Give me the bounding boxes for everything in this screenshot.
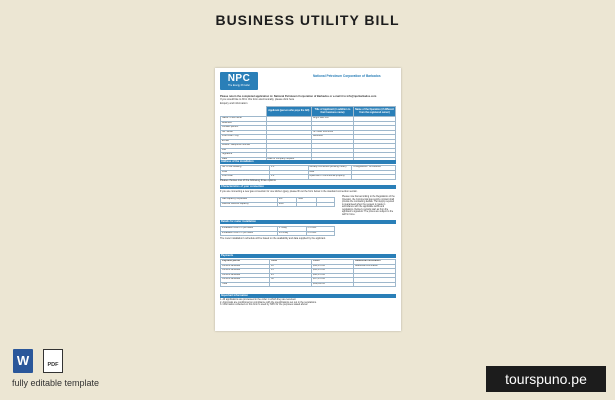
blank-header: [221, 107, 267, 117]
payments-table: [220, 259, 396, 287]
payments-row-cell: Total: [221, 282, 270, 287]
npc-logo: [220, 72, 258, 90]
meter-row-cell: ≥ 2 kWh: [306, 231, 335, 236]
installation-row-cell: No. of the building: [221, 166, 270, 171]
applicant-row-cell: E-mail: [221, 139, 267, 144]
payments-row-cell: 25: [270, 273, 312, 278]
applicant-table: [220, 106, 396, 162]
connection-bar: Characteristics of your connection: [220, 185, 396, 189]
meter-row: [221, 231, 335, 236]
payments-row: [221, 282, 396, 287]
connection-row-cell: Desired network capacity: [221, 202, 278, 207]
tick-note: Please choose one of the following three options: [220, 179, 276, 182]
connection-row-cell: Gas: [297, 198, 316, 203]
important-line: 2. Approvals are conditional on compliance with the specifications set out in the regulations.: [220, 300, 317, 304]
payments-row-cell: $16,470.00: [312, 273, 354, 278]
applicant-header: Title of Applicant (in addition to their business name): [312, 107, 354, 117]
installation-table: [220, 165, 396, 180]
applicant-row-cell: Post code / City: [221, 135, 267, 140]
applicant-row-cell: No. Street: [221, 130, 267, 135]
applicant-row-cell: Contact person: [221, 126, 267, 131]
important-lines: [220, 299, 396, 307]
connection-table: [220, 197, 335, 207]
page-title: BUSINESS UTILITY BILL: [215, 12, 400, 28]
applicant-row-cell: Name / First name: [221, 117, 267, 122]
connection-note: Please note that according to the Regulations of the Operator, the Commercial gas supply contract shall provide the contracting details. The supply required is guaranteed when the request is made in accordance with the applicable tariffs and regulations. Delivery periods start as from the applicant’s signature. The prices are subject to the tariff in force.: [342, 196, 395, 216]
connection-row-cell: Gas capacity requested: [221, 198, 278, 203]
pdf-icon: PDF: [43, 349, 63, 373]
corporation-name: National Petroleum Corporation of Barbados: [313, 74, 381, 78]
meter-note: The meter installation’s schedule will be based on the availability and data supplied by the applicant.: [220, 237, 326, 240]
payments-row-cell: Current semester: [221, 273, 270, 278]
payments-row-cell: $12,470.00: [312, 264, 354, 269]
word-icon: W: [13, 349, 33, 373]
meter-row-cell: ≥ 2 kWh: [306, 227, 335, 232]
applicant-header: Applicant (person who pays the bill): [266, 107, 312, 117]
payments-row-cell: 30: [270, 278, 312, 283]
applicant-row-cell: Mobile / telephone number: [221, 144, 267, 149]
applicant-row-cell: Fax: [221, 148, 267, 153]
intro-text: [220, 96, 396, 106]
intro-line: If you would like to fill in this form electronically, please click here: [220, 98, 295, 102]
meter-row-cell: Installation time ≥ 1 per week: [221, 231, 278, 236]
installation-row-cell: Apartment / Commercial property: [308, 175, 352, 180]
payments-row-cell: [270, 282, 312, 287]
applicant-row-cell: Date: [221, 157, 267, 162]
format-icons: [13, 349, 73, 373]
meter-row-cell: 24 h/day: [278, 231, 307, 236]
brand-badge: tourspuno.pe: [486, 366, 606, 392]
payments-row-cell: 15: [270, 269, 312, 274]
intro-line: Enquiry and information: [220, 101, 248, 105]
connection-row-cell: [316, 202, 334, 207]
installation-row-cell: 1.2: [270, 175, 309, 180]
applicant-row-cell: Business: [221, 121, 267, 126]
connection-row-cell: [297, 202, 316, 207]
installation-row-cell: 1.1: [270, 166, 309, 171]
payments-bar: Payments: [220, 254, 396, 258]
intro-line: Please return the completed application to: National Petroleum Corporation of Barbados or e-mail it to info@npcbarbados.com: [220, 95, 377, 98]
meter-row-cell: Installation time ≥ 1 per week: [221, 227, 278, 232]
payments-row-cell: Current semester: [221, 278, 270, 283]
installation-bar: Address of the installation: [220, 160, 396, 164]
important-bar: Important information: [220, 294, 396, 298]
applicant-header: Name of the Operation (if different from the registered owner): [354, 107, 396, 117]
connection-intro: If you are connecting a new gas connection for one kitchen (gas), please fill out the form below in the standard connection section.: [220, 190, 358, 193]
applicant-row-cell: BB00000: [312, 135, 354, 140]
payments-row-cell: $17,470.00: [312, 278, 354, 283]
connection-row: [221, 202, 335, 207]
payments-row-cell: $13,470.00: [312, 269, 354, 274]
payments-header: Additional information: [354, 260, 396, 265]
applicant-row-cell: Bright Bills Ltd.: [312, 117, 354, 122]
important-line: 1. All applications are processed in the order in which they are received.: [220, 298, 297, 301]
logo-sub-text: The Energy Provider: [228, 84, 250, 87]
installation-row-cell: Already connected (existing meter): [308, 166, 352, 171]
payments-row-cell: 10: [270, 264, 312, 269]
editable-caption: fully editable template: [12, 378, 100, 388]
meter-bar: Details for meter installation: [220, 220, 396, 224]
installation-row-cell: New: [308, 170, 352, 175]
payments-header: Units: [270, 260, 312, 265]
payments-row-cell: Current semester: [221, 264, 270, 269]
installation-row-cell: [352, 175, 396, 180]
connection-row-cell: kWh: [278, 202, 297, 207]
connection-row-cell: kW: [278, 198, 297, 203]
meter-table: [220, 226, 335, 236]
payments-row-cell: Additional information: [354, 264, 396, 269]
important-line: 3. Information collected on this form is used by NPC for the purposes stated above.: [220, 303, 308, 307]
installation-row-cell: Floor: [221, 170, 270, 175]
bill-document: [215, 68, 401, 331]
payments-row-cell: [354, 282, 396, 287]
payments-row-cell: Current semester: [221, 269, 270, 274]
installation-row-cell: Unregistered / Unmetered: [352, 166, 396, 171]
meter-row-cell: 1 h/day: [278, 227, 307, 232]
applicant-row-cell: St. Peter 202-2456: [312, 130, 354, 135]
applicant-row-cell: Date of company request: [266, 157, 312, 162]
payments-row-cell: $59,880.00: [312, 282, 354, 287]
logo-main-text: NPC: [227, 73, 251, 84]
applicant-row-cell: Signature: [221, 153, 267, 158]
payments-header: Payment period: [221, 260, 270, 265]
payments-header: Costs: [312, 260, 354, 265]
installation-row-cell: Post code: [221, 175, 270, 180]
